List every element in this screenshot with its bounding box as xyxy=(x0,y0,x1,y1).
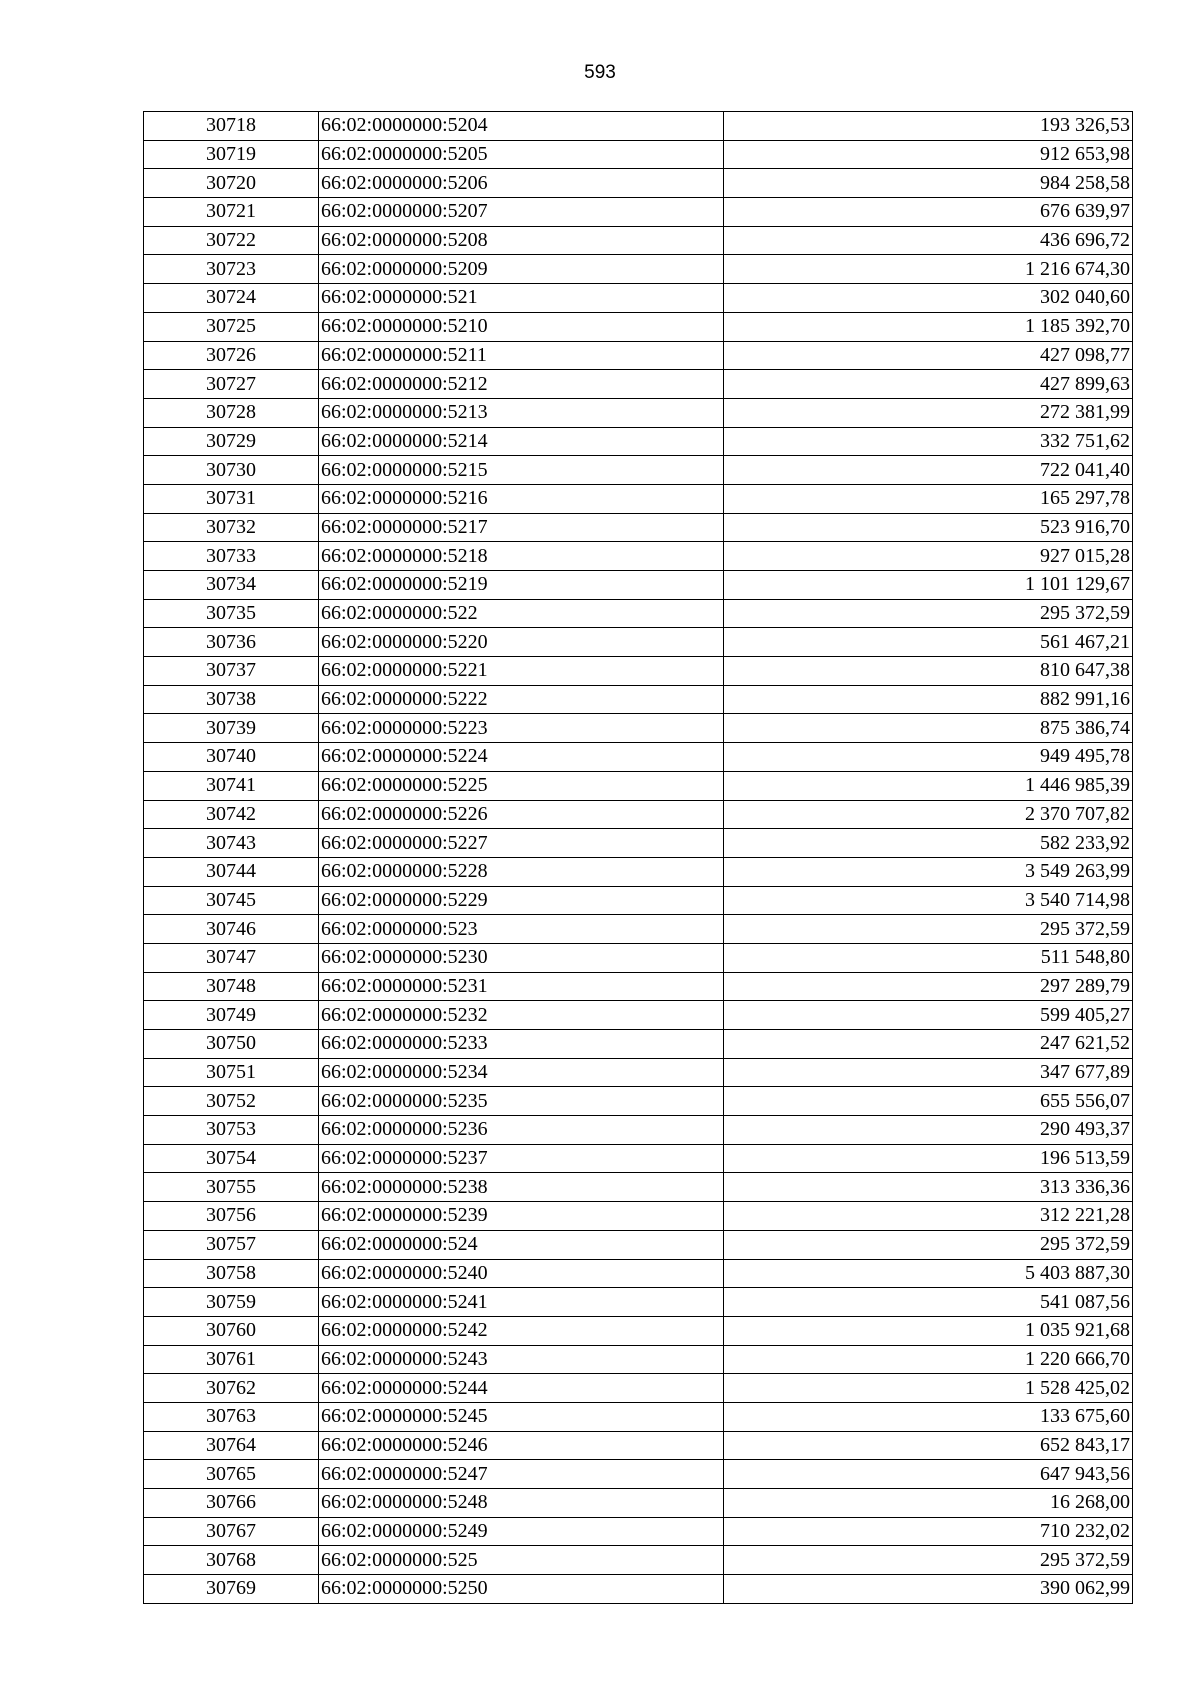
cadastral-number-cell: 66:02:0000000:5250 xyxy=(319,1575,724,1604)
value-cell: 1 220 666,70 xyxy=(724,1345,1133,1374)
value-cell: 3 549 263,99 xyxy=(724,857,1133,886)
row-number-cell: 30760 xyxy=(144,1316,319,1345)
table-row xyxy=(144,140,1133,169)
row-number-cell: 30732 xyxy=(144,513,319,542)
value-cell: 676 639,97 xyxy=(724,198,1133,227)
value-cell: 652 843,17 xyxy=(724,1431,1133,1460)
row-number-cell: 30723 xyxy=(144,255,319,284)
table-row xyxy=(144,800,1133,829)
cadastral-number-cell: 66:02:0000000:5214 xyxy=(319,427,724,456)
value-cell: 1 528 425,02 xyxy=(724,1374,1133,1403)
table-row xyxy=(144,341,1133,370)
table-row xyxy=(144,886,1133,915)
row-number-cell: 30720 xyxy=(144,169,319,198)
row-number-cell: 30753 xyxy=(144,1116,319,1145)
cadastral-number-cell: 66:02:0000000:5228 xyxy=(319,857,724,886)
table-row xyxy=(144,112,1133,141)
cadastral-number-cell: 66:02:0000000:5212 xyxy=(319,370,724,399)
value-cell: 511 548,80 xyxy=(724,943,1133,972)
table-row xyxy=(144,456,1133,485)
table-row xyxy=(144,1575,1133,1604)
row-number-cell: 30767 xyxy=(144,1517,319,1546)
value-cell: 347 677,89 xyxy=(724,1058,1133,1087)
cadastral-number-cell: 66:02:0000000:5234 xyxy=(319,1058,724,1087)
cadastral-number-cell: 66:02:0000000:5211 xyxy=(319,341,724,370)
value-cell: 655 556,07 xyxy=(724,1087,1133,1116)
table-row xyxy=(144,1058,1133,1087)
row-number-cell: 30736 xyxy=(144,628,319,657)
table-row xyxy=(144,542,1133,571)
value-cell: 436 696,72 xyxy=(724,226,1133,255)
value-cell: 427 098,77 xyxy=(724,341,1133,370)
row-number-cell: 30737 xyxy=(144,657,319,686)
value-cell: 561 467,21 xyxy=(724,628,1133,657)
table-row xyxy=(144,1259,1133,1288)
row-number-cell: 30752 xyxy=(144,1087,319,1116)
cadastral-number-cell: 66:02:0000000:5204 xyxy=(319,112,724,141)
table-row xyxy=(144,685,1133,714)
cadastral-number-cell: 66:02:0000000:521 xyxy=(319,284,724,313)
table-body xyxy=(144,112,1133,1604)
cadastral-number-cell: 66:02:0000000:5224 xyxy=(319,743,724,772)
cadastral-number-cell: 66:02:0000000:5241 xyxy=(319,1288,724,1317)
row-number-cell: 30756 xyxy=(144,1202,319,1231)
table-row xyxy=(144,1087,1133,1116)
value-cell: 290 493,37 xyxy=(724,1116,1133,1145)
value-cell: 2 370 707,82 xyxy=(724,800,1133,829)
row-number-cell: 30739 xyxy=(144,714,319,743)
cadastral-number-cell: 66:02:0000000:5246 xyxy=(319,1431,724,1460)
value-cell: 710 232,02 xyxy=(724,1517,1133,1546)
value-cell: 295 372,59 xyxy=(724,1546,1133,1575)
value-cell: 3 540 714,98 xyxy=(724,886,1133,915)
value-cell: 295 372,59 xyxy=(724,915,1133,944)
table-row xyxy=(144,714,1133,743)
cadastral-number-cell: 66:02:0000000:5222 xyxy=(319,685,724,714)
row-number-cell: 30724 xyxy=(144,284,319,313)
row-number-cell: 30741 xyxy=(144,771,319,800)
table-row xyxy=(144,1546,1133,1575)
cadastral-number-cell: 66:02:0000000:5230 xyxy=(319,943,724,972)
table-row xyxy=(144,1316,1133,1345)
value-cell: 984 258,58 xyxy=(724,169,1133,198)
value-cell: 875 386,74 xyxy=(724,714,1133,743)
table-row xyxy=(144,513,1133,542)
cadastral-number-cell: 66:02:0000000:5215 xyxy=(319,456,724,485)
row-number-cell: 30763 xyxy=(144,1402,319,1431)
table-row xyxy=(144,743,1133,772)
row-number-cell: 30745 xyxy=(144,886,319,915)
value-cell: 297 289,79 xyxy=(724,972,1133,1001)
value-cell: 313 336,36 xyxy=(724,1173,1133,1202)
cadastral-number-cell: 66:02:0000000:5248 xyxy=(319,1489,724,1518)
cadastral-number-cell: 66:02:0000000:5217 xyxy=(319,513,724,542)
value-cell: 949 495,78 xyxy=(724,743,1133,772)
row-number-cell: 30768 xyxy=(144,1546,319,1575)
cadastral-number-cell: 66:02:0000000:5242 xyxy=(319,1316,724,1345)
table-row xyxy=(144,1030,1133,1059)
table-row xyxy=(144,198,1133,227)
table-row xyxy=(144,857,1133,886)
row-number-cell: 30758 xyxy=(144,1259,319,1288)
row-number-cell: 30754 xyxy=(144,1144,319,1173)
table-row xyxy=(144,1489,1133,1518)
value-cell: 1 035 921,68 xyxy=(724,1316,1133,1345)
value-cell: 523 916,70 xyxy=(724,513,1133,542)
table-row xyxy=(144,1144,1133,1173)
table-row xyxy=(144,1402,1133,1431)
row-number-cell: 30726 xyxy=(144,341,319,370)
cadastral-number-cell: 66:02:0000000:5223 xyxy=(319,714,724,743)
row-number-cell: 30729 xyxy=(144,427,319,456)
cadastral-number-cell: 66:02:0000000:5237 xyxy=(319,1144,724,1173)
cadastral-number-cell: 66:02:0000000:525 xyxy=(319,1546,724,1575)
row-number-cell: 30766 xyxy=(144,1489,319,1518)
value-cell: 1 185 392,70 xyxy=(724,312,1133,341)
row-number-cell: 30742 xyxy=(144,800,319,829)
table-row xyxy=(144,1460,1133,1489)
table-row xyxy=(144,1230,1133,1259)
table-row xyxy=(144,370,1133,399)
row-number-cell: 30719 xyxy=(144,140,319,169)
cadastral-number-cell: 66:02:0000000:5220 xyxy=(319,628,724,657)
value-cell: 302 040,60 xyxy=(724,284,1133,313)
row-number-cell: 30748 xyxy=(144,972,319,1001)
value-cell: 1 446 985,39 xyxy=(724,771,1133,800)
value-cell: 1 101 129,67 xyxy=(724,571,1133,600)
value-cell: 1 216 674,30 xyxy=(724,255,1133,284)
row-number-cell: 30721 xyxy=(144,198,319,227)
value-cell: 882 991,16 xyxy=(724,685,1133,714)
cadastral-number-cell: 66:02:0000000:5233 xyxy=(319,1030,724,1059)
table-row xyxy=(144,427,1133,456)
cadastral-number-cell: 66:02:0000000:5235 xyxy=(319,1087,724,1116)
cadastral-number-cell: 66:02:0000000:5239 xyxy=(319,1202,724,1231)
cadastral-number-cell: 66:02:0000000:5225 xyxy=(319,771,724,800)
table-row xyxy=(144,1517,1133,1546)
cadastral-number-cell: 66:02:0000000:5216 xyxy=(319,484,724,513)
value-cell: 165 297,78 xyxy=(724,484,1133,513)
value-cell: 541 087,56 xyxy=(724,1288,1133,1317)
table-row xyxy=(144,1001,1133,1030)
row-number-cell: 30735 xyxy=(144,599,319,628)
row-number-cell: 30728 xyxy=(144,398,319,427)
value-cell: 390 062,99 xyxy=(724,1575,1133,1604)
table-row xyxy=(144,628,1133,657)
table-row xyxy=(144,1431,1133,1460)
table-row xyxy=(144,169,1133,198)
cadastral-value-table xyxy=(143,111,1133,1604)
value-cell: 582 233,92 xyxy=(724,829,1133,858)
row-number-cell: 30744 xyxy=(144,857,319,886)
cadastral-number-cell: 66:02:0000000:5219 xyxy=(319,571,724,600)
cadastral-number-cell: 66:02:0000000:5209 xyxy=(319,255,724,284)
row-number-cell: 30750 xyxy=(144,1030,319,1059)
value-cell: 427 899,63 xyxy=(724,370,1133,399)
row-number-cell: 30733 xyxy=(144,542,319,571)
cadastral-number-cell: 66:02:0000000:5227 xyxy=(319,829,724,858)
table-row xyxy=(144,771,1133,800)
row-number-cell: 30730 xyxy=(144,456,319,485)
value-cell: 295 372,59 xyxy=(724,1230,1133,1259)
cadastral-number-cell: 66:02:0000000:5232 xyxy=(319,1001,724,1030)
value-cell: 810 647,38 xyxy=(724,657,1133,686)
table-row xyxy=(144,1173,1133,1202)
cadastral-number-cell: 66:02:0000000:5245 xyxy=(319,1402,724,1431)
row-number-cell: 30755 xyxy=(144,1173,319,1202)
cadastral-number-cell: 66:02:0000000:5213 xyxy=(319,398,724,427)
value-cell: 599 405,27 xyxy=(724,1001,1133,1030)
cadastral-number-cell: 66:02:0000000:5226 xyxy=(319,800,724,829)
row-number-cell: 30765 xyxy=(144,1460,319,1489)
table-row xyxy=(144,1202,1133,1231)
value-cell: 312 221,28 xyxy=(724,1202,1133,1231)
value-cell: 332 751,62 xyxy=(724,427,1133,456)
table-row xyxy=(144,943,1133,972)
cadastral-number-cell: 66:02:0000000:5236 xyxy=(319,1116,724,1145)
page-number: 593 xyxy=(584,62,616,83)
value-cell: 722 041,40 xyxy=(724,456,1133,485)
cadastral-number-cell: 66:02:0000000:5218 xyxy=(319,542,724,571)
row-number-cell: 30746 xyxy=(144,915,319,944)
value-cell: 196 513,59 xyxy=(724,1144,1133,1173)
table-row xyxy=(144,1345,1133,1374)
table-row xyxy=(144,657,1133,686)
cadastral-number-cell: 66:02:0000000:523 xyxy=(319,915,724,944)
table-row xyxy=(144,1288,1133,1317)
cadastral-number-cell: 66:02:0000000:5210 xyxy=(319,312,724,341)
row-number-cell: 30759 xyxy=(144,1288,319,1317)
value-cell: 247 621,52 xyxy=(724,1030,1133,1059)
row-number-cell: 30762 xyxy=(144,1374,319,1403)
row-number-cell: 30761 xyxy=(144,1345,319,1374)
cadastral-number-cell: 66:02:0000000:5244 xyxy=(319,1374,724,1403)
row-number-cell: 30740 xyxy=(144,743,319,772)
value-cell: 272 381,99 xyxy=(724,398,1133,427)
table-row xyxy=(144,915,1133,944)
cadastral-number-cell: 66:02:0000000:5231 xyxy=(319,972,724,1001)
cadastral-number-cell: 66:02:0000000:5229 xyxy=(319,886,724,915)
cadastral-number-cell: 66:02:0000000:5247 xyxy=(319,1460,724,1489)
table-row xyxy=(144,1374,1133,1403)
cadastral-number-cell: 66:02:0000000:5206 xyxy=(319,169,724,198)
row-number-cell: 30727 xyxy=(144,370,319,399)
table-row xyxy=(144,829,1133,858)
table-row xyxy=(144,226,1133,255)
value-cell: 927 015,28 xyxy=(724,542,1133,571)
value-cell: 16 268,00 xyxy=(724,1489,1133,1518)
table-row xyxy=(144,284,1133,313)
cadastral-number-cell: 66:02:0000000:5208 xyxy=(319,226,724,255)
table-row xyxy=(144,571,1133,600)
row-number-cell: 30738 xyxy=(144,685,319,714)
row-number-cell: 30731 xyxy=(144,484,319,513)
row-number-cell: 30718 xyxy=(144,112,319,141)
value-cell: 133 675,60 xyxy=(724,1402,1133,1431)
table-row xyxy=(144,1116,1133,1145)
row-number-cell: 30734 xyxy=(144,571,319,600)
table-row xyxy=(144,312,1133,341)
row-number-cell: 30743 xyxy=(144,829,319,858)
row-number-cell: 30764 xyxy=(144,1431,319,1460)
row-number-cell: 30751 xyxy=(144,1058,319,1087)
row-number-cell: 30749 xyxy=(144,1001,319,1030)
row-number-cell: 30722 xyxy=(144,226,319,255)
value-cell: 193 326,53 xyxy=(724,112,1133,141)
cadastral-number-cell: 66:02:0000000:5238 xyxy=(319,1173,724,1202)
table-row xyxy=(144,484,1133,513)
row-number-cell: 30725 xyxy=(144,312,319,341)
cadastral-number-cell: 66:02:0000000:5207 xyxy=(319,198,724,227)
value-cell: 647 943,56 xyxy=(724,1460,1133,1489)
cadastral-number-cell: 66:02:0000000:522 xyxy=(319,599,724,628)
cadastral-number-cell: 66:02:0000000:5221 xyxy=(319,657,724,686)
cadastral-number-cell: 66:02:0000000:5249 xyxy=(319,1517,724,1546)
cadastral-number-cell: 66:02:0000000:5205 xyxy=(319,140,724,169)
cadastral-number-cell: 66:02:0000000:5240 xyxy=(319,1259,724,1288)
value-cell: 912 653,98 xyxy=(724,140,1133,169)
value-cell: 295 372,59 xyxy=(724,599,1133,628)
row-number-cell: 30769 xyxy=(144,1575,319,1604)
cadastral-number-cell: 66:02:0000000:524 xyxy=(319,1230,724,1259)
row-number-cell: 30757 xyxy=(144,1230,319,1259)
value-cell: 5 403 887,30 xyxy=(724,1259,1133,1288)
row-number-cell: 30747 xyxy=(144,943,319,972)
table-row xyxy=(144,972,1133,1001)
table-row xyxy=(144,398,1133,427)
table-row xyxy=(144,599,1133,628)
cadastral-number-cell: 66:02:0000000:5243 xyxy=(319,1345,724,1374)
table-row xyxy=(144,255,1133,284)
